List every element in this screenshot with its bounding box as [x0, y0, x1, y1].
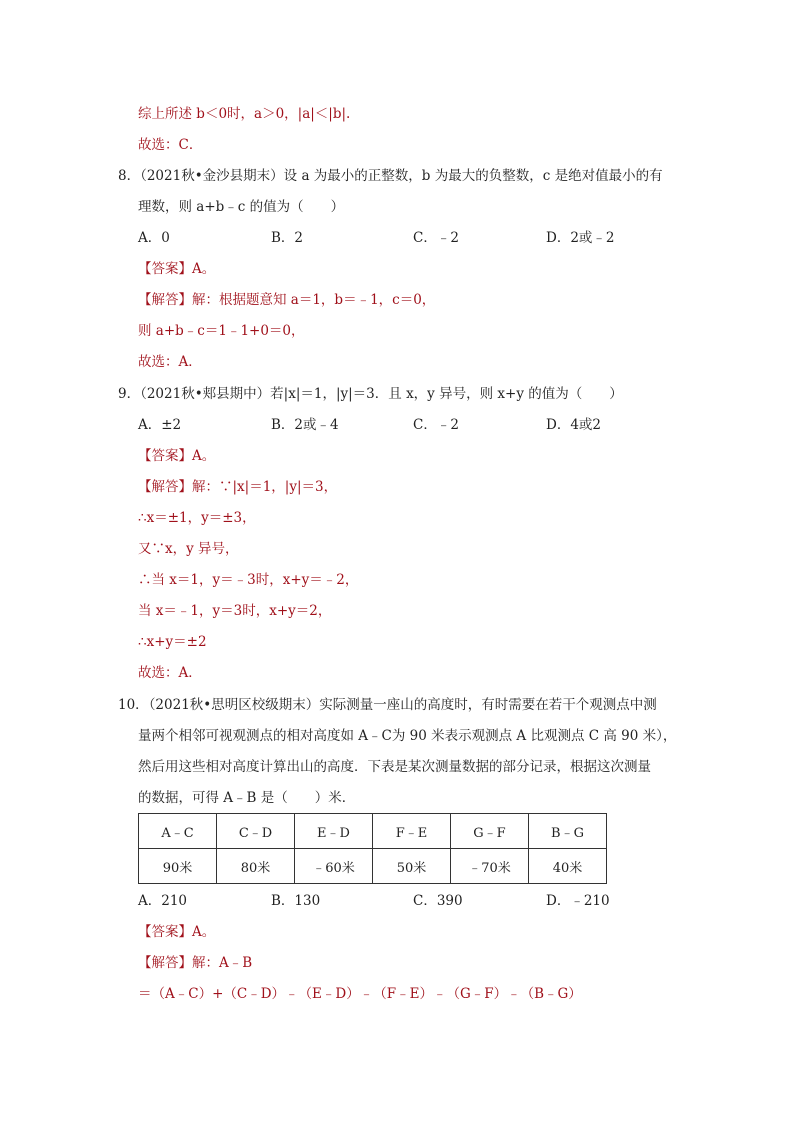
q10-solution-label: 【解答】: [138, 955, 192, 971]
q9-solution-line3: 又∵x，y 异号，: [138, 541, 239, 557]
q10-answer: 【答案】A。: [138, 924, 216, 940]
q7-choice: 故选：C．: [138, 137, 203, 153]
table-header-cell: C﹣D: [217, 814, 295, 849]
q9-solution-line2: ∴x＝±1，y＝±3，: [138, 510, 256, 526]
q8-solution-text1: 解：根据题意知 a＝1，b＝﹣1，c＝0，: [192, 292, 436, 308]
table-value-row: [139, 849, 607, 884]
q9-solution-line4: ∴当 x＝1，y＝﹣3时，x+y＝﹣2，: [138, 572, 359, 588]
measurement-table: [138, 813, 607, 884]
table-header-cell: G﹣F: [451, 814, 529, 849]
q8-option-b: B．2: [271, 230, 304, 246]
q9-option-b: B．2或﹣4: [271, 417, 339, 433]
q9-solution-text1: 解：∵|x|＝1，|y|＝3，: [192, 479, 338, 495]
table-value-cell: 40米: [529, 849, 607, 884]
q9-solution-line1: [138, 477, 337, 497]
table-value-cell: 80米: [217, 849, 295, 884]
table-value-cell: 90米: [139, 849, 217, 884]
table-header-cell: B﹣G: [529, 814, 607, 849]
table-header-cell: A﹣C: [139, 814, 217, 849]
q8-choice: 故选：A．: [138, 354, 202, 370]
q10-option-d: D．﹣210: [546, 893, 610, 909]
table-value-cell: ﹣70米: [451, 849, 529, 884]
q10-option-c: C．390: [413, 893, 463, 909]
q10-number: 10．: [118, 697, 149, 713]
q9-answer: 【答案】A。: [138, 448, 216, 464]
q9-stem-line1: [118, 384, 623, 404]
q8-option-c: C．﹣2: [413, 230, 459, 246]
q9-option-a: A．±2: [138, 417, 182, 433]
q9-option-c: C．﹣2: [413, 417, 459, 433]
table-value-cell: 50米: [373, 849, 451, 884]
q8-solution-line2: 则 a+b﹣c＝1﹣1+0＝0，: [138, 323, 305, 339]
q10-option-a: A．210: [138, 893, 188, 909]
q7-summary-expr: b＜0时，a＞0，|a|＜|b|.: [196, 106, 351, 122]
q10-stem-line4: 的数据，可得 A﹣B 是（ ）米．: [138, 790, 356, 806]
q7-summary: [138, 104, 350, 124]
q8-solution-line1: [138, 290, 435, 310]
q10-stem-line3: 然后用这些相对高度计算出山的高度．下表是某次测量数据的部分记录，根据这次测量: [138, 759, 651, 775]
q9-solution-line5: 当 x＝﹣1，y＝3时，x+y＝2，: [138, 603, 332, 619]
table-header-cell: E﹣D: [295, 814, 373, 849]
q8-stem-line2: 理数，则 a+b﹣c 的值为（ ）: [138, 199, 345, 215]
q8-number: 8．: [118, 168, 141, 184]
q8-solution-label: 【解答】: [138, 292, 192, 308]
q8-stem-text1: （2021秋•金沙县期末）设 a 为最小的正整数，b 为最大的负整数，c 是绝对值最小的有: [140, 168, 663, 184]
q10-solution-text1: 解：A﹣B: [192, 955, 253, 971]
q9-stem-text1: （2021秋•郏县期中）若|x|＝1，|y|＝3．且 x，y 异号，则 x+y 的值为（ ）: [140, 386, 623, 402]
q8-option-d: D．2或﹣2: [546, 230, 615, 246]
table-header-cell: F﹣E: [373, 814, 451, 849]
q8-stem-line1: [118, 166, 663, 186]
table-value-cell: ﹣60米: [295, 849, 373, 884]
q10-stem-line1: [118, 695, 657, 715]
q9-choice: 故选：A．: [138, 665, 202, 681]
q9-solution-line6: ∴x+y＝±2: [138, 634, 207, 650]
q9-option-d: D．4或2: [546, 417, 602, 433]
q10-stem-text1: （2021秋•思明区校级期末）实际测量一座山的高度时，有时需要在若干个观测点中测: [148, 697, 657, 713]
q7-summary-prefix: 综上所述: [138, 106, 197, 122]
q10-option-b: B．130: [271, 893, 321, 909]
q10-stem-line2: 量两个相邻可视观测点的相对高度如 A﹣C为 90 米表示观测点 A 比观测点 C 高 90 米），: [138, 728, 677, 744]
q10-solution-line1: [138, 953, 252, 973]
q8-answer: 【答案】A。: [138, 261, 216, 277]
q9-solution-label: 【解答】: [138, 479, 192, 495]
q8-option-a: A．0: [138, 230, 170, 246]
q9-number: 9．: [118, 386, 141, 402]
table-header-row: [139, 814, 607, 849]
q10-solution-line2: ＝（A﹣C）+（C﹣D）﹣（E﹣D）﹣（F﹣E）﹣（G﹣F）﹣（B﹣G）: [138, 986, 582, 1002]
